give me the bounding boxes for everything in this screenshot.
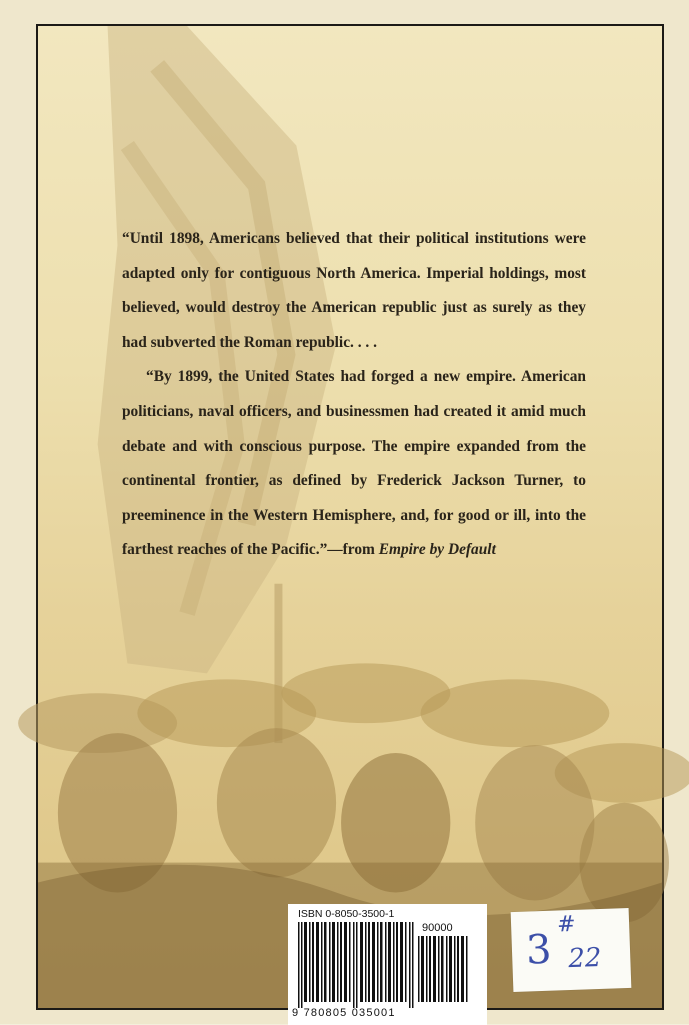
hat-silhouette <box>421 679 610 747</box>
source-title: Empire by Default <box>378 541 496 559</box>
ean-barcode <box>298 922 414 1008</box>
face-silhouette <box>217 728 336 877</box>
quote-paragraph-2 <box>122 360 586 568</box>
price-sticker <box>511 908 632 992</box>
isbn-text: ISBN 0-8050-3500-1 <box>298 908 395 920</box>
ean-number: 9 780805 035001 <box>292 1007 396 1019</box>
addon-number: 90000 <box>422 922 453 934</box>
addon-barcode <box>418 936 468 1002</box>
back-cover-quote <box>122 222 586 568</box>
barcode-label <box>288 904 487 1025</box>
handwritten-mark: # <box>556 911 576 938</box>
handwritten-number: 22 <box>567 942 602 975</box>
cover-panel <box>36 24 664 1019</box>
handwritten-digit: 3 <box>525 926 553 974</box>
handwritten-note <box>519 912 625 988</box>
quote-paragraph-2-text: “By 1899, the United States had forged a new empire. American politicians, naval officers, and businessmen had created it amid much debate and with conscious purpose. The empire expanded from the continental frontier, as defined by Frederick Jackson Turner, to preeminence in the Western Hemisphere, and, for good or ill, into the farthest reaches of the Pacific.” <box>122 368 586 559</box>
quote-paragraph-1: “Until 1898, Americans believed that their political institutions were adapted only for contiguous North America. Imperial holdings, most believed, would destroy the American republic just as surely as they had subverted the Roman republic. . . . <box>122 230 586 351</box>
attribution-prefix: —from <box>327 541 379 559</box>
